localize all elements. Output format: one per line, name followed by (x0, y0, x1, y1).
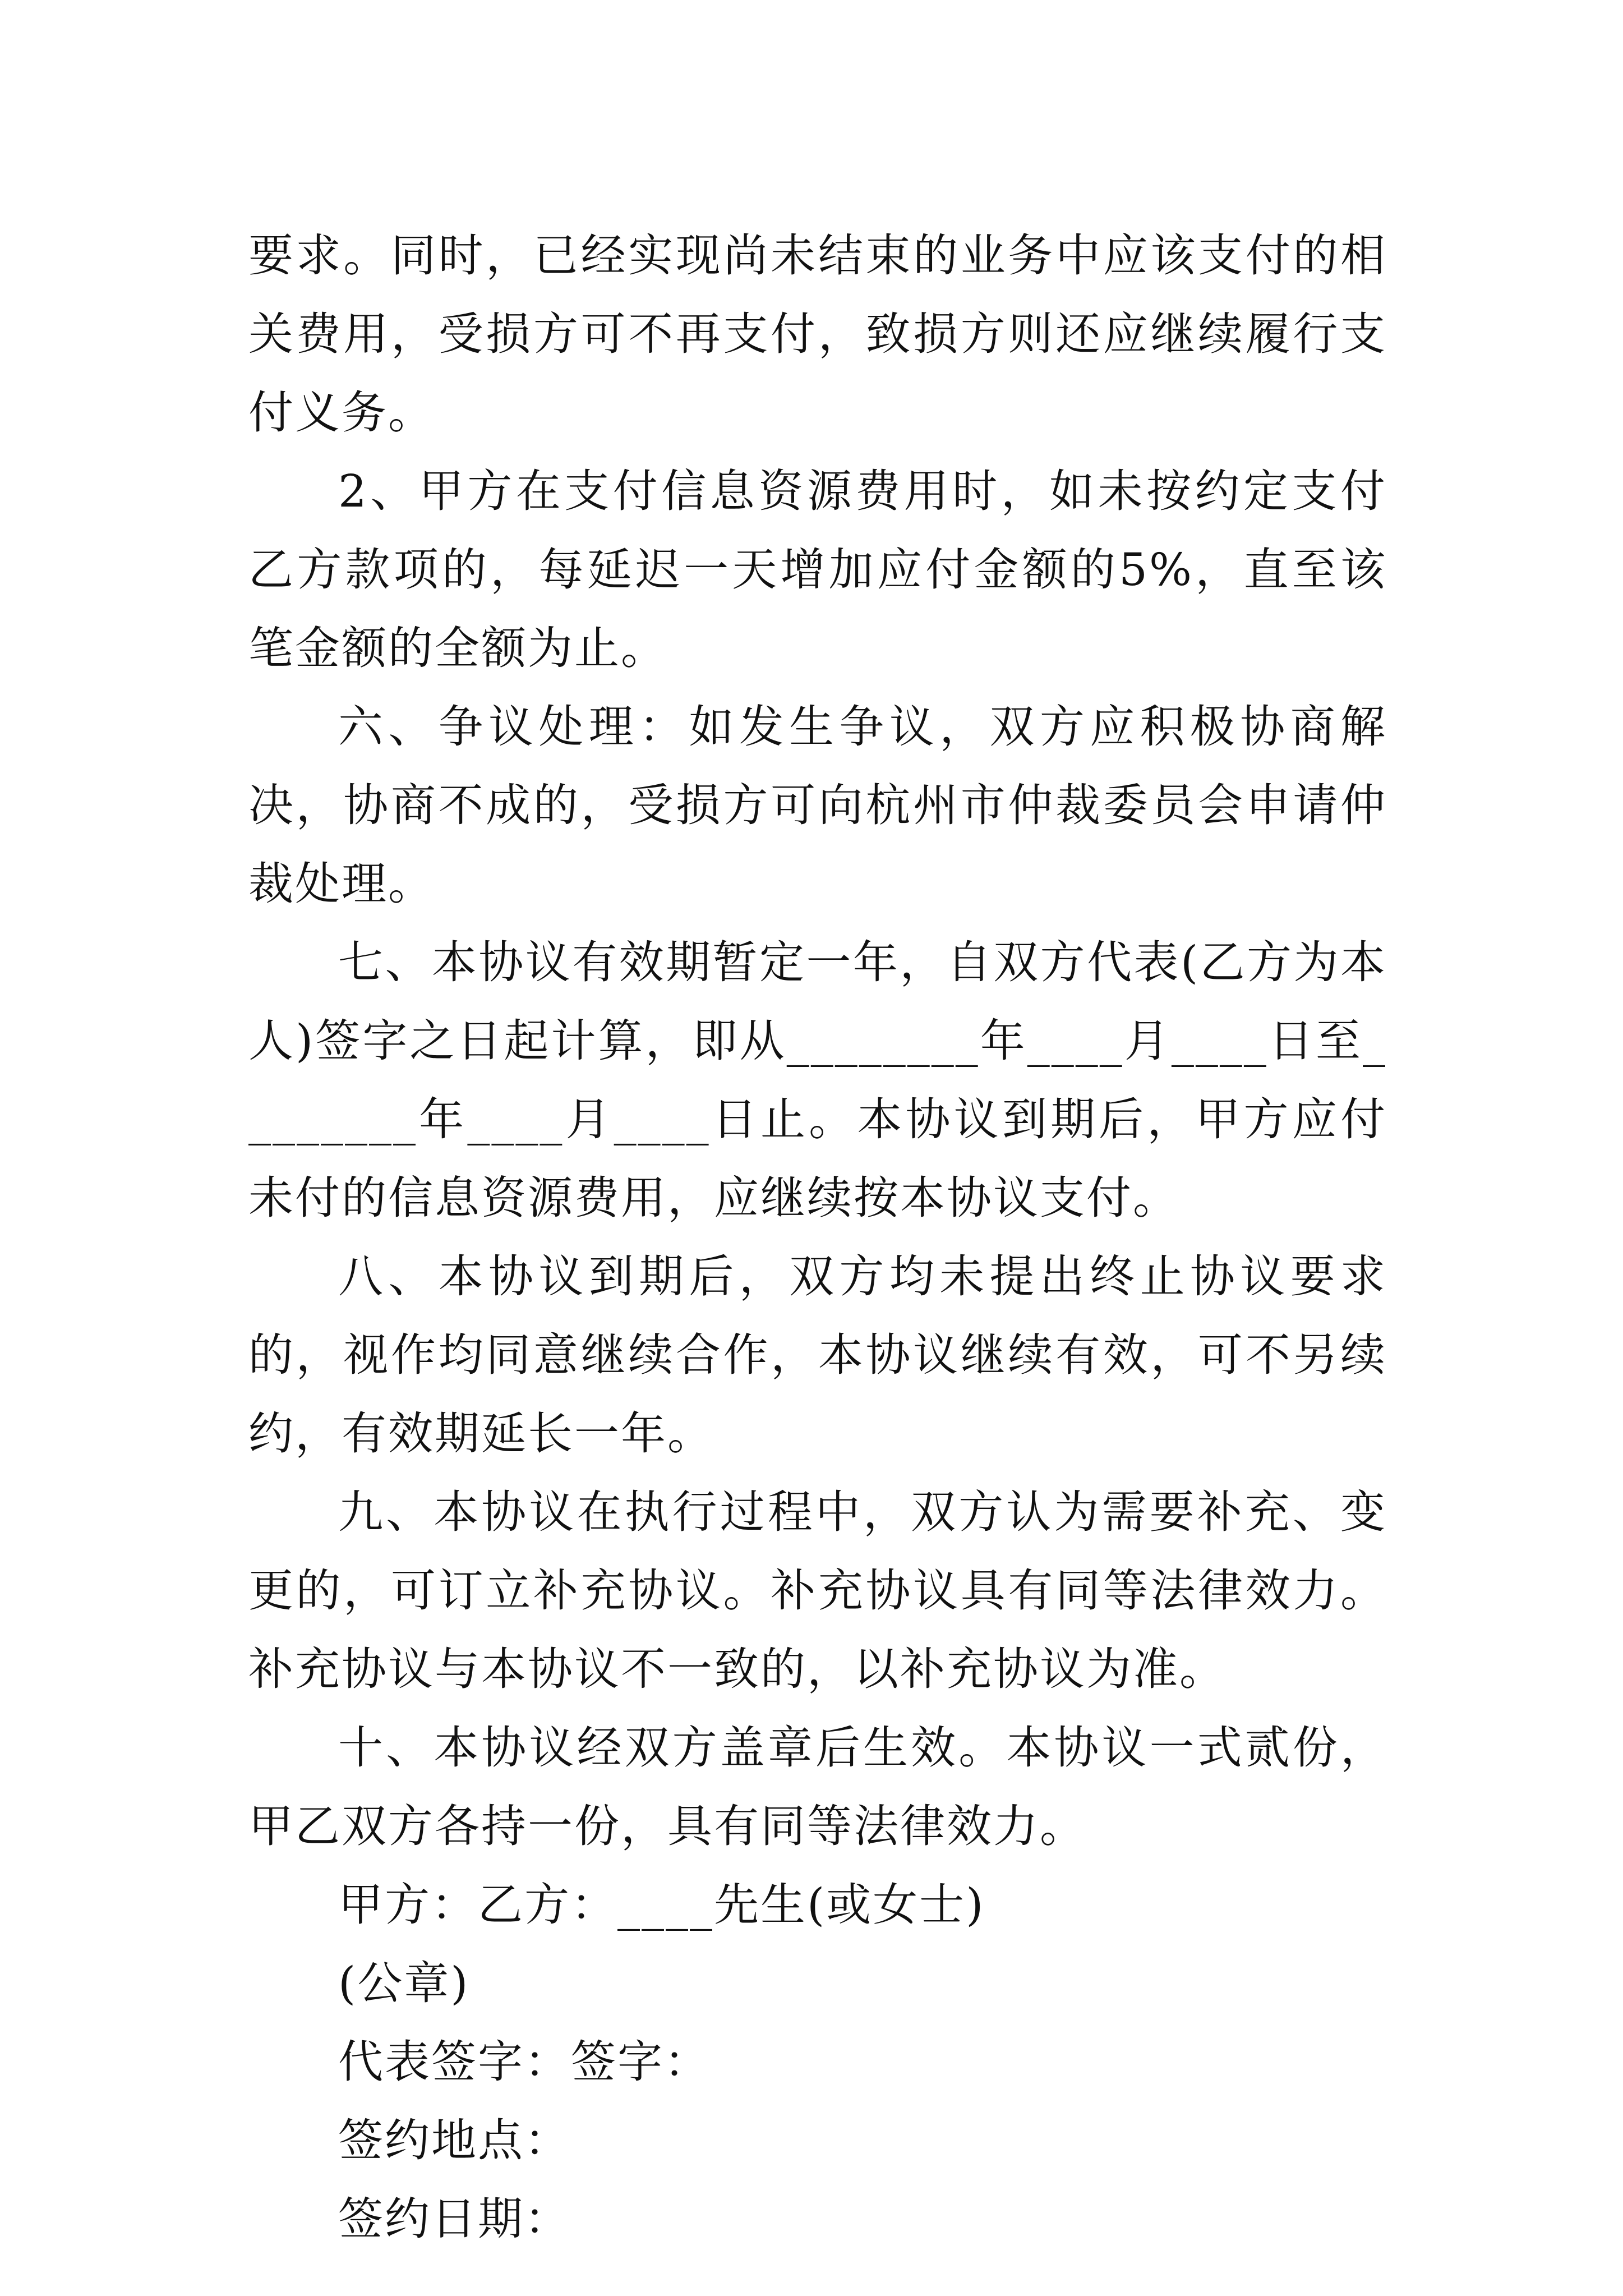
paragraph-continuation: 要求。同时，已经实现尚未结束的业务中应该支付的相关费用，受损方可不再支付，致损方则还应继续履行支付义务。 (248, 229, 1387, 439)
paragraph-clause-10: 十、本协议经双方盖章后生效。本协议一式贰份，甲乙双方各持一份，具有同等法律效力。 (248, 1722, 1387, 1852)
signature-seal: (公章) (338, 1957, 470, 2009)
signature-representative: 代表签字：签字： (338, 2036, 711, 2088)
paragraph-clause-8: 八、本协议到期后，双方均未提出终止协议要求的，视作均同意继续合作，本协议继续有效，可不另续约，有效期延长一年。 (248, 1250, 1387, 1460)
paragraph-clause-5-2: 2、甲方在支付信息资源费用时，如未按约定支付乙方款项的，每延迟一天增加应付金额的5%，直至该笔金额的全额为止。 (248, 465, 1387, 674)
paragraph-clause-6: 六、争议处理：如发生争议，双方应积极协商解决，协商不成的，受损方可向杭州市仲裁委员会申请仲裁处理。 (248, 701, 1387, 910)
signature-parties: 甲方：乙方：____先生(或女士) (338, 1879, 985, 1931)
paragraph-clause-7: 七、本协议有效期暂定一年，自双方代表(乙方为本人)签字之日起计算，即从________年____月____日至________年____月____日止。本协议到期后，甲方应付未付的信息资源费用，应继续按本协议支付。 (248, 936, 1387, 1224)
document-body (248, 217, 1387, 2258)
signature-date: 签约日期： (338, 2193, 571, 2245)
paragraph-clause-9: 九、本协议在执行过程中，双方认为需要补充、变更的，可订立补充协议。补充协议具有同等法律效力。补充协议与本协议不一致的，以补充协议为准。 (248, 1486, 1387, 1695)
signature-place: 签约地点： (338, 2114, 571, 2166)
